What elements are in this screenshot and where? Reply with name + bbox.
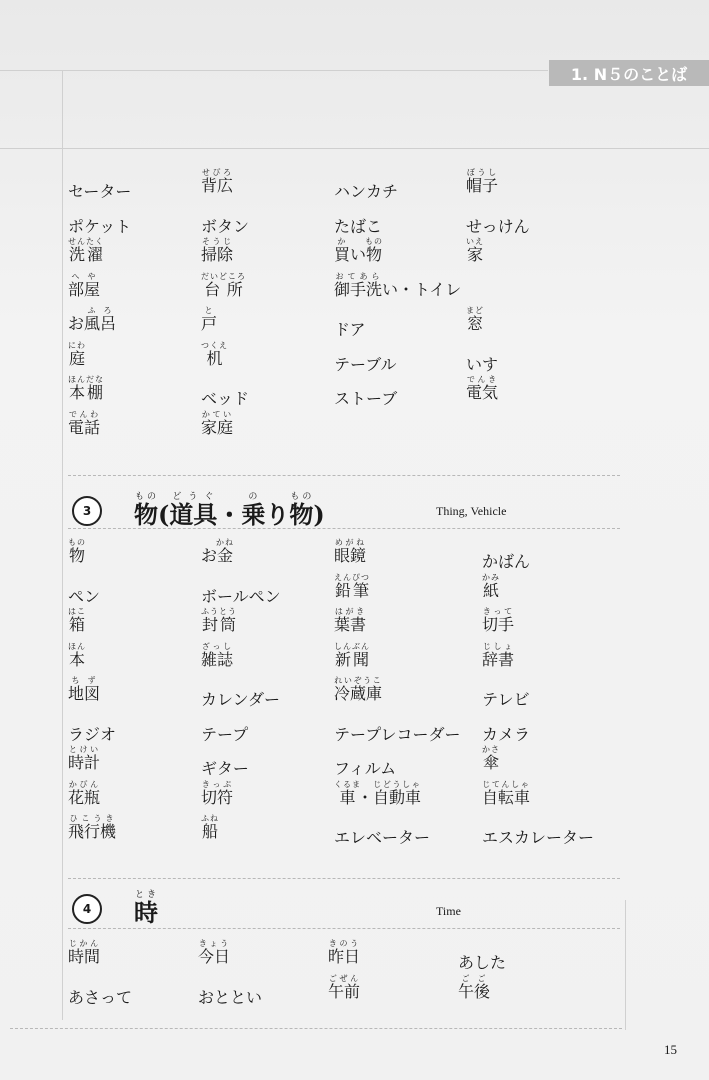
vocab-word: 今日きょう (198, 939, 231, 966)
left-margin-rule (62, 70, 63, 1020)
vocab-word: 雑誌ざっし (201, 641, 234, 669)
page-bottom-rule (10, 1028, 622, 1029)
vocab-word: 物もの (68, 538, 86, 565)
vocab-word: 昨日きのう (328, 939, 361, 966)
vocab-word: 午前ごぜん (328, 973, 361, 1001)
vocab-word: 背広せびろ (201, 168, 234, 195)
vocab-word: 辞書じしょ (482, 641, 515, 669)
vocab-word: 掃除そうじ (201, 237, 234, 264)
vocab-word: ストーブ (334, 389, 398, 408)
vocab-word: ギター (201, 759, 249, 778)
vocab-word: せっけん (466, 216, 530, 236)
vocab-word: 机つくえ (201, 340, 228, 368)
vocab-word: 車くるま・自動車じどうしゃ (334, 779, 422, 807)
vocab-word: お金かね (201, 538, 235, 565)
vocab-word: 自転車じてんしゃ (482, 779, 531, 807)
header-separator (0, 148, 709, 149)
vocab-word: テーブル (334, 354, 397, 374)
vocab-word: エスカレーター (482, 828, 595, 847)
vocab-word: カメラ (482, 724, 531, 744)
vocab-word: ボタン (201, 216, 250, 236)
vocab-word: あさって (68, 987, 133, 1007)
section-4-heading (72, 890, 158, 928)
vocab-word: 飛行機ひこうき (68, 814, 117, 841)
vocab-word: 午後ごご (458, 973, 491, 1001)
section-english-title: Thing, Vehicle (436, 504, 507, 518)
vocab-word: テープレコーダー (334, 724, 461, 744)
section-number-badge: 3 (72, 496, 102, 526)
vocab-word: ベッド (201, 389, 250, 408)
vocab-word: 船ふね (201, 814, 219, 841)
vocab-word: 台所だいどころ (201, 271, 246, 299)
vocab-word: 紙かみ (482, 572, 500, 600)
vocab-word: あした (458, 953, 507, 972)
vocab-word: セーター (68, 182, 132, 201)
vocab-word: ドア (334, 320, 366, 339)
vocab-word: 傘かさ (482, 745, 500, 772)
vocab-word: 庭にわ (68, 340, 86, 368)
vocab-word: 御手洗おてあらい・トイレ (334, 271, 462, 299)
vocab-word: 箱はこ (68, 607, 86, 634)
vocab-word: フィルム (334, 759, 397, 778)
section-title: 物もの(道具どうぐ・乗のり物もの) (134, 492, 325, 529)
vocab-word: 切手きって (482, 607, 515, 634)
section-3-heading (72, 492, 325, 530)
vocab-word: 洗濯せんたく (68, 237, 104, 264)
vocab-word: 冷蔵庫れいぞうこ (334, 676, 383, 703)
vocab-word: 花瓶かびん (68, 779, 101, 807)
section-number-badge: 4 (72, 894, 102, 924)
chapter-tab: 1. N５のことば (549, 60, 709, 86)
vocab-word: 眼鏡めがね (334, 538, 367, 565)
vocab-word: 買かい物もの (334, 237, 384, 264)
vocab-word: ポケット (68, 216, 132, 236)
vocab-word: お風呂ふろ (68, 306, 117, 333)
vocab-word: 本棚ほんだな (68, 375, 104, 402)
vocab-word: ボールペン (201, 586, 281, 606)
section-divider (68, 928, 620, 929)
vocab-word: いす (466, 354, 499, 374)
vocab-word: 帽子ぼうし (466, 168, 499, 195)
vocab-word: ペン (68, 586, 101, 606)
vocab-word: ラジオ (68, 724, 117, 744)
section-divider (68, 528, 620, 529)
vocab-word: 電気でんき (466, 375, 499, 402)
right-margin-rule (625, 900, 626, 1030)
vocab-word: カレンダー (201, 690, 280, 709)
vocab-word: 窓まど (466, 306, 484, 333)
section-english-title: Time (436, 904, 461, 918)
vocab-word: 鉛筆えんぴつ (334, 572, 370, 600)
top-rule (0, 70, 548, 71)
vocab-word: かばん (482, 552, 531, 571)
page-number: 15 (664, 1042, 677, 1057)
vocab-word: 時計とけい (68, 745, 101, 772)
vocab-word: 時間じかん (68, 939, 101, 966)
vocab-word: 新聞しんぶん (334, 641, 370, 669)
section-divider (68, 878, 620, 879)
vocab-word: 家庭かてい (201, 409, 234, 437)
section-title: 時とき (134, 890, 158, 927)
vocab-word: 地図ちず (68, 676, 101, 703)
vocab-word: 家いえ (466, 237, 484, 264)
vocab-word: 封筒ふうとう (201, 607, 237, 634)
vocab-word: 部屋へや (68, 271, 101, 299)
vocab-word: 電話でんわ (68, 409, 101, 437)
vocab-word: 切符きっぷ (201, 779, 234, 807)
section-divider (68, 475, 620, 476)
vocab-word: ハンカチ (334, 182, 399, 201)
vocab-word: テレビ (482, 690, 530, 709)
vocab-word: たばこ (334, 216, 383, 236)
vocab-word: エレベーター (334, 828, 431, 847)
vocab-word: テープ (201, 724, 249, 744)
vocab-word: 本ほん (68, 641, 86, 669)
vocab-word: 葉書はがき (334, 607, 367, 634)
vocab-word: 戸と (201, 306, 218, 333)
vocab-word: おととい (198, 987, 263, 1007)
